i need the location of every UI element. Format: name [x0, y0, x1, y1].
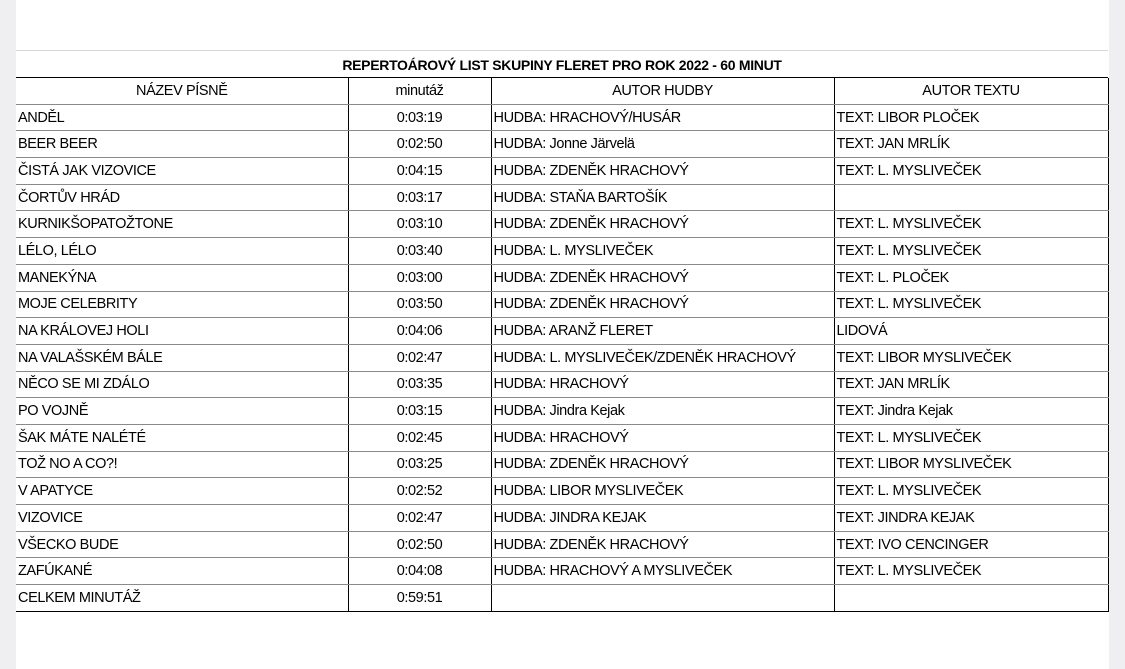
- lyrics-author-cell: TEXT: L. MYSLIVEČEK: [834, 424, 1108, 451]
- lyrics-author-cell: TEXT: L. MYSLIVEČEK: [834, 478, 1108, 505]
- table-row: [16, 451, 1108, 478]
- table-row: [16, 184, 1108, 211]
- song-name-cell: NA KRÁLOVEJ HOLI: [16, 318, 348, 345]
- lyrics-author-cell: TEXT: L. MYSLIVEČEK: [834, 238, 1108, 265]
- table-body: [16, 104, 1108, 611]
- column-header-duration: minutáž: [348, 78, 491, 104]
- table-row: [16, 318, 1108, 345]
- duration-cell: 0:02:52: [348, 478, 491, 505]
- duration-cell: 0:02:50: [348, 531, 491, 558]
- table-row: [16, 424, 1108, 451]
- sheet-title: REPERTOÁROVÝ LIST SKUPINY FLERET PRO ROK 2022 - 60 MINUT: [16, 50, 1108, 78]
- lyrics-author-cell: TEXT: L. MYSLIVEČEK: [834, 211, 1108, 238]
- lyrics-author-cell: TEXT: JAN MRLÍK: [834, 371, 1108, 398]
- music-author-cell: HUDBA: HRACHOVÝ: [491, 424, 834, 451]
- music-author-cell: HUDBA: L. MYSLIVEČEK: [491, 238, 834, 265]
- lyrics-author-cell: TEXT: LIBOR MYSLIVEČEK: [834, 451, 1108, 478]
- music-author-cell: HUDBA: L. MYSLIVEČEK/ZDENĚK HRACHOVÝ: [491, 344, 834, 371]
- table-row: [16, 505, 1108, 532]
- song-name-cell: NĚCO SE MI ZDÁLO: [16, 371, 348, 398]
- table-row: [16, 211, 1108, 238]
- repertoire-sheet: [16, 50, 1108, 612]
- table-row: [16, 478, 1108, 505]
- duration-cell: 0:03:15: [348, 398, 491, 425]
- column-header-song-name: NÁZEV PÍSNĚ: [16, 78, 348, 104]
- duration-cell: 0:03:25: [348, 451, 491, 478]
- lyrics-author-cell: TEXT: LIBOR PLOČEK: [834, 104, 1108, 131]
- song-name-cell: ANDĚL: [16, 104, 348, 131]
- music-author-cell: HUDBA: Jonne Järvelä: [491, 131, 834, 158]
- lyrics-author-cell: [834, 585, 1108, 612]
- song-name-cell: ŠAK MÁTE NALÉTÉ: [16, 424, 348, 451]
- duration-cell: 0:04:08: [348, 558, 491, 585]
- music-author-cell: HUDBA: ZDENĚK HRACHOVÝ: [491, 451, 834, 478]
- table-row: [16, 264, 1108, 291]
- song-name-cell: BEER BEER: [16, 131, 348, 158]
- music-author-cell: HUDBA: STAŇA BARTOŠÍK: [491, 184, 834, 211]
- table-header-row: [16, 78, 1108, 104]
- song-name-cell: ZAFÚKANÉ: [16, 558, 348, 585]
- duration-cell: 0:04:15: [348, 158, 491, 185]
- song-name-cell: TOŽ NO A CO?!: [16, 451, 348, 478]
- music-author-cell: HUDBA: HRACHOVÝ A MYSLIVEČEK: [491, 558, 834, 585]
- lyrics-author-cell: [834, 184, 1108, 211]
- table-row: [16, 131, 1108, 158]
- duration-cell: 0:02:47: [348, 505, 491, 532]
- music-author-cell: HUDBA: ZDENĚK HRACHOVÝ: [491, 158, 834, 185]
- music-author-cell: HUDBA: HRACHOVÝ: [491, 371, 834, 398]
- duration-cell: 0:02:45: [348, 424, 491, 451]
- song-name-cell: MOJE CELEBRITY: [16, 291, 348, 318]
- lyrics-author-cell: TEXT: L. MYSLIVEČEK: [834, 158, 1108, 185]
- duration-cell: 0:03:40: [348, 238, 491, 265]
- music-author-cell: HUDBA: JINDRA KEJAK: [491, 505, 834, 532]
- song-name-cell: LÉLO, LÉLO: [16, 238, 348, 265]
- song-name-cell: KURNIKŠOPATOŽTONE: [16, 211, 348, 238]
- duration-cell: 0:59:51: [348, 585, 491, 612]
- table-row: [16, 291, 1108, 318]
- column-header-lyrics-author: AUTOR TEXTU: [834, 78, 1108, 104]
- table-row: [16, 344, 1108, 371]
- lyrics-author-cell: TEXT: L. PLOČEK: [834, 264, 1108, 291]
- table-row: [16, 238, 1108, 265]
- duration-cell: 0:02:50: [348, 131, 491, 158]
- song-name-cell: ČISTÁ JAK VIZOVICE: [16, 158, 348, 185]
- music-author-cell: HUDBA: ZDENĚK HRACHOVÝ: [491, 291, 834, 318]
- song-name-cell: ČORTŮV HRÁD: [16, 184, 348, 211]
- duration-cell: 0:02:47: [348, 344, 491, 371]
- duration-cell: 0:03:00: [348, 264, 491, 291]
- lyrics-author-cell: LIDOVÁ: [834, 318, 1108, 345]
- music-author-cell: HUDBA: Jindra Kejak: [491, 398, 834, 425]
- lyrics-author-cell: TEXT: IVO CENCINGER: [834, 531, 1108, 558]
- music-author-cell: [491, 585, 834, 612]
- table-row: [16, 158, 1108, 185]
- song-name-cell: NA VALAŠSKÉM BÁLE: [16, 344, 348, 371]
- song-name-cell: VŠECKO BUDE: [16, 531, 348, 558]
- repertoire-table: [16, 78, 1109, 612]
- table-row: [16, 104, 1108, 131]
- lyrics-author-cell: TEXT: JINDRA KEJAK: [834, 505, 1108, 532]
- song-name-cell: PO VOJNĚ: [16, 398, 348, 425]
- total-row: [16, 585, 1108, 612]
- music-author-cell: HUDBA: ZDENĚK HRACHOVÝ: [491, 531, 834, 558]
- lyrics-author-cell: TEXT: L. MYSLIVEČEK: [834, 558, 1108, 585]
- duration-cell: 0:03:35: [348, 371, 491, 398]
- duration-cell: 0:03:50: [348, 291, 491, 318]
- document-page: [16, 0, 1109, 669]
- song-name-cell: CELKEM MINUTÁŽ: [16, 585, 348, 612]
- duration-cell: 0:03:17: [348, 184, 491, 211]
- duration-cell: 0:03:19: [348, 104, 491, 131]
- lyrics-author-cell: TEXT: LIBOR MYSLIVEČEK: [834, 344, 1108, 371]
- music-author-cell: HUDBA: HRACHOVÝ/HUSÁR: [491, 104, 834, 131]
- song-name-cell: V APATYCE: [16, 478, 348, 505]
- duration-cell: 0:03:10: [348, 211, 491, 238]
- lyrics-author-cell: TEXT: Jindra Kejak: [834, 398, 1108, 425]
- lyrics-author-cell: TEXT: JAN MRLÍK: [834, 131, 1108, 158]
- music-author-cell: HUDBA: LIBOR MYSLIVEČEK: [491, 478, 834, 505]
- lyrics-author-cell: TEXT: L. MYSLIVEČEK: [834, 291, 1108, 318]
- column-header-music-author: AUTOR HUDBY: [491, 78, 834, 104]
- table-row: [16, 398, 1108, 425]
- table-row: [16, 558, 1108, 585]
- music-author-cell: HUDBA: ARANŽ FLERET: [491, 318, 834, 345]
- music-author-cell: HUDBA: ZDENĚK HRACHOVÝ: [491, 264, 834, 291]
- duration-cell: 0:04:06: [348, 318, 491, 345]
- table-row: [16, 531, 1108, 558]
- song-name-cell: VIZOVICE: [16, 505, 348, 532]
- song-name-cell: MANEKÝNA: [16, 264, 348, 291]
- table-row: [16, 371, 1108, 398]
- music-author-cell: HUDBA: ZDENĚK HRACHOVÝ: [491, 211, 834, 238]
